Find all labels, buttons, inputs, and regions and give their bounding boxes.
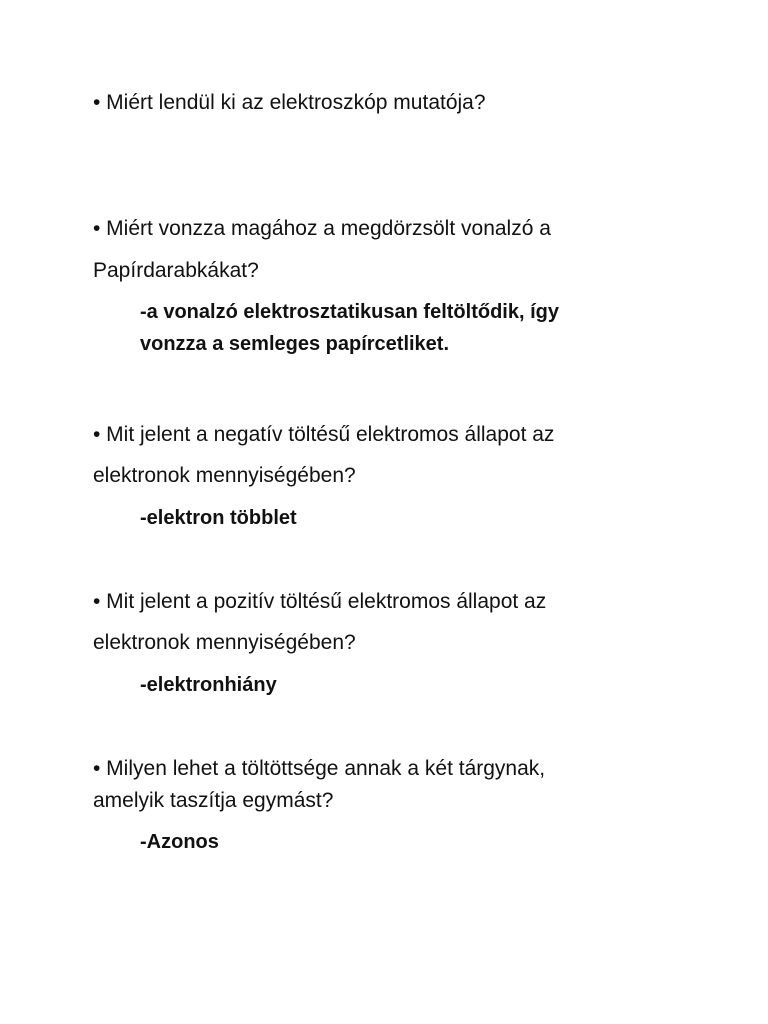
- answer-3: -elektron többlet: [140, 507, 297, 529]
- question-5-line-2: amelyik taszítja egymást?: [93, 789, 334, 812]
- question-5-line-1: • Milyen lehet a töltöttsége annak a két tárgynak,: [93, 757, 546, 780]
- question-2-line-2: Papírdarabkákat?: [93, 259, 259, 282]
- question-3-line-2: elektronok mennyiségében?: [93, 464, 356, 487]
- answer-4: -elektronhiány: [140, 674, 277, 696]
- answer-2-line-1: -a vonalzó elektrosztatikusan feltöltődik, így: [140, 301, 559, 323]
- answer-2-line-2: vonzza a semleges papírcetliket.: [140, 333, 450, 355]
- question-2-line-1: • Miért vonzza magához a megdörzsölt vonalzó a: [93, 217, 551, 240]
- question-1-line-1: • Miért lendül ki az elektroszkóp mutatója?: [93, 91, 486, 114]
- question-3-line-1: • Mit jelent a negatív töltésű elektromos állapot az: [93, 423, 555, 446]
- question-4-line-1: • Mit jelent a pozitív töltésű elektromos állapot az: [93, 590, 547, 613]
- answer-5: -Azonos: [140, 831, 219, 853]
- question-4-line-2: elektronok mennyiségében?: [93, 631, 356, 654]
